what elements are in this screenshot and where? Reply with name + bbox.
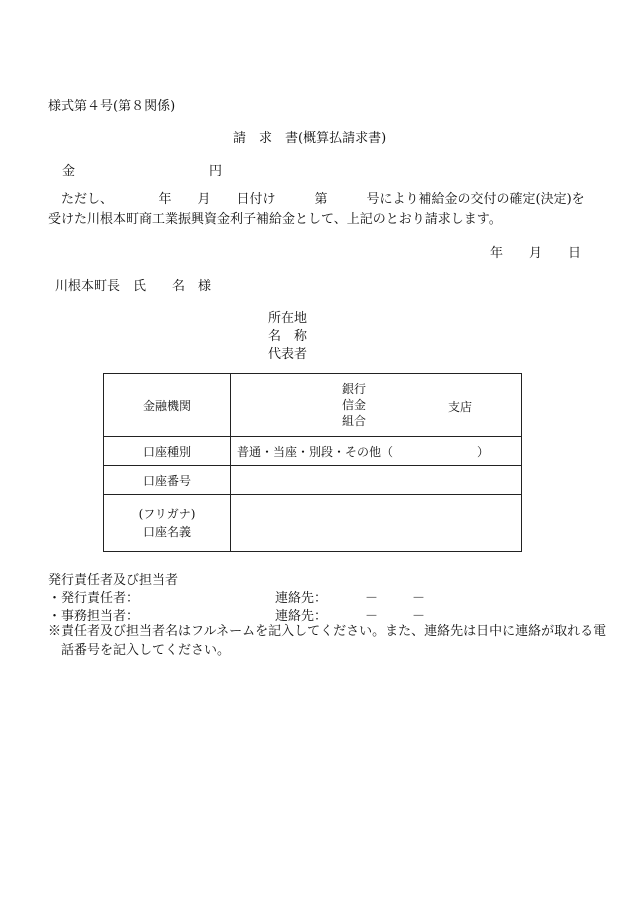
- date-line: 年 月 日: [490, 246, 582, 261]
- account-type-close-paren: ）: [477, 444, 490, 459]
- staff-contact-separator-2: －: [412, 609, 426, 624]
- issuer-contact-separator-2: －: [412, 591, 426, 606]
- account-name-label: 口座名義: [142, 525, 191, 539]
- issuer-contact-label: 連絡先：: [275, 591, 328, 606]
- issuer-label: ・発行責任者：: [48, 591, 140, 606]
- applicant-representative-label: 代表者: [268, 347, 308, 362]
- branch-label: 支店: [448, 400, 473, 414]
- issuer-contact-separator-1: －: [365, 591, 379, 606]
- account-name-label-cell: [104, 495, 231, 552]
- account-type-value-cell[interactable]: [231, 437, 522, 466]
- request-body-text: ただし、 年 月 日付け 第 号により補給金の交付の確定(決定)を受けた川根本町商工業振興資金利子補給金として、上記のとおり請求します。: [48, 192, 585, 227]
- account-number-value-cell[interactable]: [231, 466, 522, 495]
- institution-type-shinkin: 信金: [342, 398, 367, 412]
- institution-value-cell[interactable]: [231, 374, 522, 437]
- document-title: 請 求 書(概算払請求書): [233, 131, 387, 146]
- responsible-note: ※責任者及び担当者名はフルネームを記入してください。また、連絡先は日中に連絡が取れる電話番号を記入してください。: [48, 624, 607, 658]
- staff-label: ・事務担当者：: [48, 609, 140, 624]
- institution-row: [104, 374, 522, 437]
- applicant-address-label: 所在地: [268, 311, 308, 326]
- institution-label: 金融機関: [104, 374, 231, 437]
- institution-type-bank: 銀行: [342, 382, 367, 396]
- account-type-options: 普通・当座・別段・その他（: [237, 444, 394, 459]
- amount-unit: 円: [209, 164, 223, 179]
- account-number-row: [104, 466, 522, 495]
- applicant-name-label: 名 称: [268, 329, 308, 344]
- account-number-label: 口座番号: [104, 466, 231, 495]
- account-type-row: [104, 437, 522, 466]
- institution-type-kumiai: 組合: [342, 414, 367, 428]
- bank-account-table: [103, 373, 522, 552]
- form-number: 様式第４号(第８関係): [48, 99, 176, 114]
- account-name-row: [104, 495, 522, 552]
- staff-contact-label: 連絡先：: [275, 609, 328, 624]
- furigana-label: (フリガナ): [138, 507, 196, 521]
- staff-contact-separator-1: －: [365, 609, 379, 624]
- amount-prefix: 金: [62, 164, 76, 179]
- responsible-heading: 発行責任者及び担当者: [48, 573, 179, 588]
- account-type-label: 口座種別: [104, 437, 231, 466]
- account-name-value-cell[interactable]: [231, 495, 522, 552]
- addressee: 川根本町長 氏 名 様: [55, 279, 212, 294]
